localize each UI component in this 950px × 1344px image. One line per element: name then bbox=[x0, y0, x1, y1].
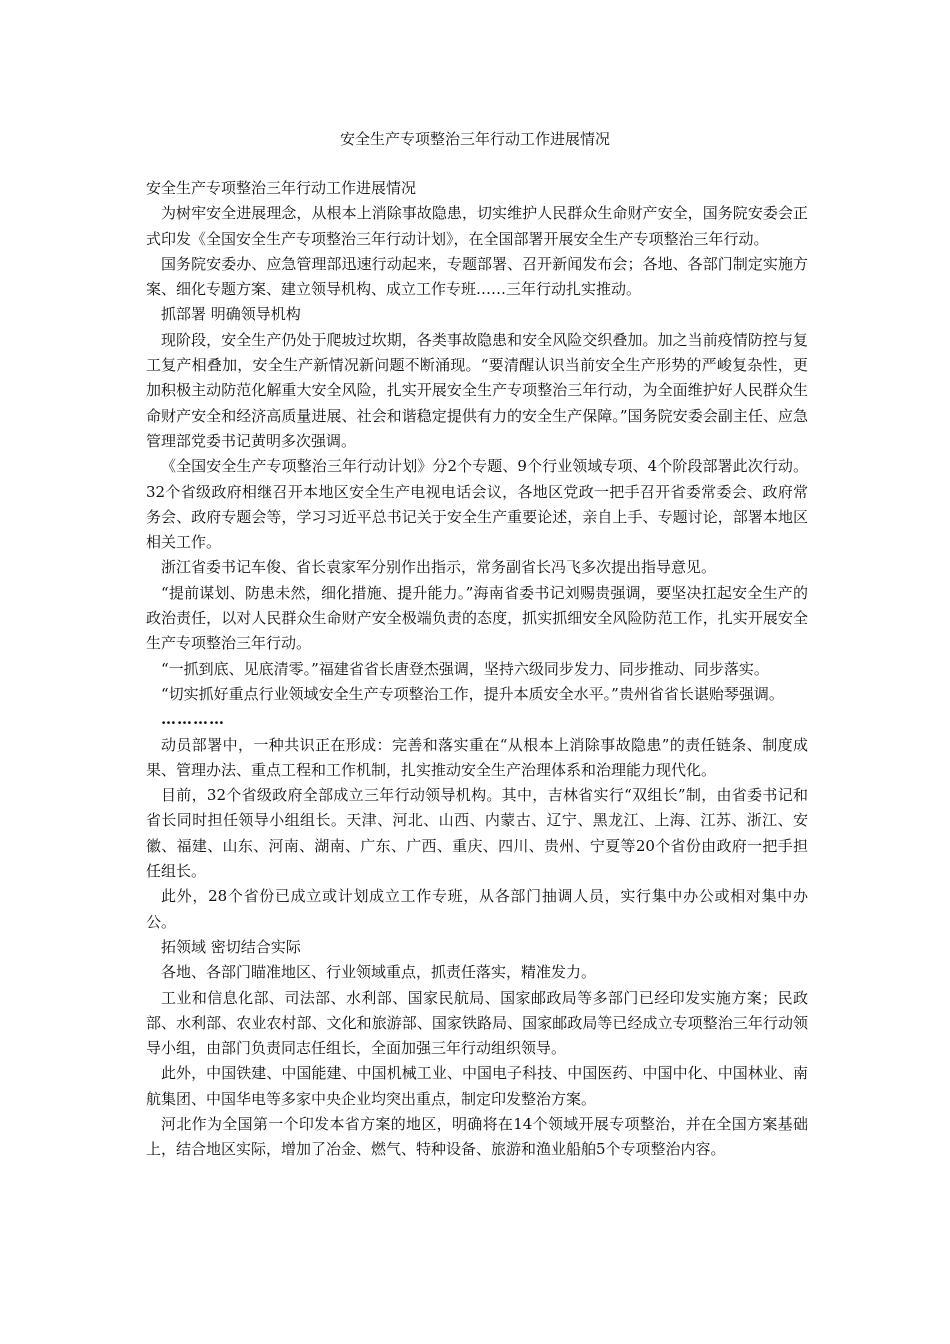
paragraph: 为树牢安全进展理念，从根本上消除事故隐患，切实维护人民群众生命财产安全，国务院安委会正式印发《全国安全生产专项整治三年行动计划》，在全国部署开展安全生产专项整治三年行动。 bbox=[146, 204, 808, 248]
document-title: 安全生产专项整治三年行动工作进展情况 bbox=[339, 130, 610, 148]
paragraph: 目前，32个省级政府全部成立三年行动领导机构。其中，吉林省实行“双组长”制，由省委书记和省长同时担任领导小组组长。天津、河北、山西、内蒙古、辽宁、黑龙江、上海、江苏、浙江、安徽、福建、山东、河南、湖南、广东、广西、重庆、四川、贵州、宁夏等20个省份由政府一把手担任组长。 bbox=[146, 786, 808, 881]
document-body bbox=[146, 176, 808, 1163]
paragraph: 现阶段，安全生产仍处于爬坡过坎期，各类事故隐患和安全风险交织叠加。加之当前疫情防控与复工复产相叠加，安全生产新情况新问题不断涌现。“要清醒认识当前安全生产形势的严峻复杂性，更加积极主动防范化解重大安全风险，扎实开展安全生产专项整治三年行动，为全面维护好人民群众生命财产安全和经济高质量进展、社会和谐稳定提供有力的安全生产保障。”国务院安委会副主任、应急管理部党委书记黄明多次强调。 bbox=[146, 330, 808, 450]
paragraph: 工业和信息化部、司法部、水利部、国家民航局、国家邮政局等多部门已经印发实施方案；民政部、水利部、农业农村部、文化和旅游部、国家铁路局、国家邮政局等已经成立专项整治三年行动领导小组，由部门负责同志任组长，全面加强三年行动组织领导。 bbox=[146, 988, 808, 1058]
paragraph: 拓领域 密切结合实际 bbox=[161, 937, 301, 956]
paragraph: “一抓到底、见底清零。”福建省省长唐登杰强调，坚持六级同步发力、同步推动、同步落实。 bbox=[161, 659, 769, 678]
paragraph: 此外，28个省份已成立或计划成立工作专班，从各部门抽调人员，实行集中办公或相对集中办公。 bbox=[146, 887, 808, 931]
paragraph: “切实抓好重点行业领域安全生产专项整治工作，提升本质安全水平。”贵州省省长谌贻琴强调。 bbox=[161, 684, 784, 703]
paragraph: 动员部署中，一种共识正在形成：完善和落实重在“从根本上消除事故隐患”的责任链条、制度成果、管理办法、重点工程和工作机制，扎实推动安全生产治理体系和治理能力现代化。 bbox=[146, 735, 808, 779]
paragraph: 安全生产专项整治三年行动工作进展情况 bbox=[146, 179, 417, 197]
paragraph: 浙江省委书记车俊、省长袁家军分别作出指示，常务副省长冯飞多次提出指导意见。 bbox=[161, 558, 717, 577]
paragraph: 《全国安全生产专项整治三年行动计划》分2个专题、9个行业领域专项、4个阶段部署此次行动。32个省级政府相继召开本地区安全生产电视电话会议，各地区党政一把手召开省委常委会、政府常务会、政府专题会等，学习习近平总书记关于安全生产重要论述，亲自上手、专题讨论，部署本地区相关工作。 bbox=[146, 457, 808, 552]
paragraph: ………… bbox=[161, 710, 225, 729]
paragraph: 各地、各部门瞄准地区、行业领域重点，抓责任落实，精准发力。 bbox=[161, 963, 597, 982]
paragraph: “提前谋划、防患未然，细化措施、提升能力。”海南省委书记刘赐贵强调，要坚决扛起安全生产的政治责任，以对人民群众生命财产安全极端负责的态度，抓实抓细安全风险防范工作，扎实开展安全生产专项整治三年行动。 bbox=[146, 583, 808, 653]
paragraph: 此外，中国铁建、中国能建、中国机械工业、中国电子科技、中国医药、中国中化、中国林业、南航集团、中国华电等多家中央企业均突出重点，制定印发整治方案。 bbox=[146, 1064, 808, 1108]
paragraph: 河北作为全国第一个印发本省方案的地区，明确将在14个领域开展专项整治，并在全国方案基础上，结合地区实际，增加了冶金、燃气、特种设备、旅游和渔业船舶5个专项整治内容。 bbox=[146, 1114, 808, 1159]
paragraph: 国务院安委办、应急管理部迅速行动起来，专题部署、召开新闻发布会；各地、各部门制定实施方案、细化专题方案、建立领导机构、成立工作专班……三年行动扎实推动。 bbox=[146, 254, 808, 299]
paragraph: 抓部署 明确领导机构 bbox=[161, 305, 301, 324]
